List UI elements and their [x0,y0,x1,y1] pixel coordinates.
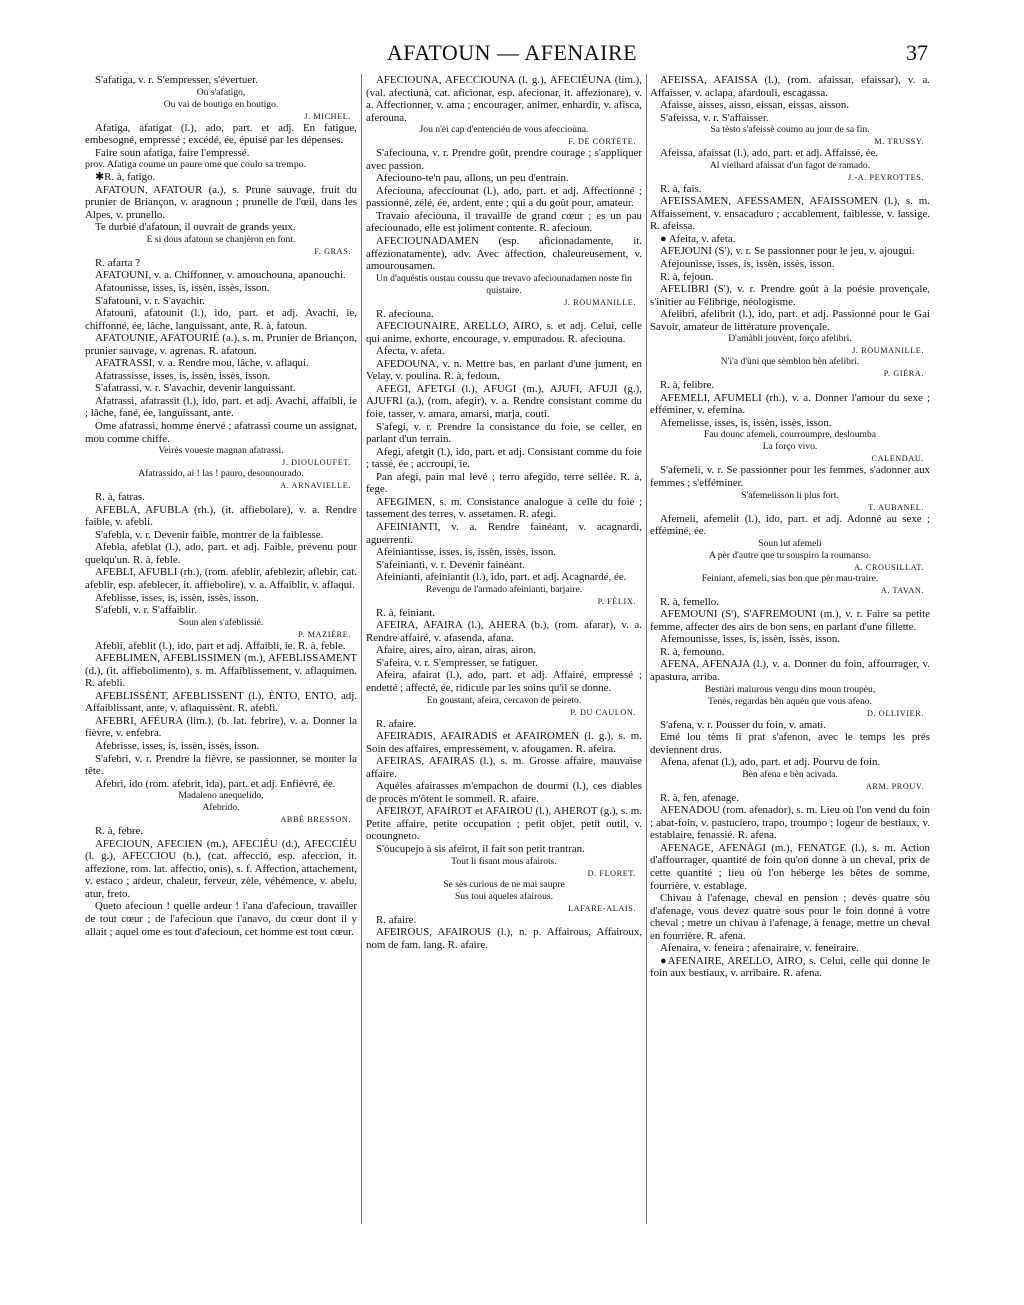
quotation-line: Revengu de l'armado afeinianti, barjaire. [425,583,583,595]
quotation-line: Tenès, regardas bèn aquéu que vous afeno. [708,695,872,707]
quotation-attribution: M. TRUSSY. [874,137,924,147]
entry-paragraph: S'afegi, v. r. Prendre la consistance du foie, se celler, en parlant d'un terrain. [366,420,642,446]
quotation-attribution: F. GRAS. [314,246,351,256]
quotation-line: Fau dounc afemeli, courroumpre, desloumba [703,429,877,441]
quotation-line: Sus toui aqueles afairous. [454,890,554,902]
entry-paragraph: Afecta, v. afeta. [376,345,445,358]
entry-paragraph: AFEGIMEN, s. m. Consistance analogue à celle du foie ; tassement des terres, v. assetamen. R. afegi. [366,495,642,521]
proverb-line: prov. Afatiga coume un paure ome que coulo sa trempo. [85,159,307,171]
quotation-line: Veirés voueste magnan afatrassi. [158,445,284,457]
entry-paragraph: Emé lou tèms li prat s'afenon, avec le temps les prés deviennent drus. [650,731,930,756]
quotation-attribution: ABBÉ BRESSON. [280,815,351,825]
entry-paragraph: Afebli, afeblit (l.), ido, part et adj. Affaibli, ie. R. à, feble. [95,639,346,652]
entry-paragraph: Afelibri, afelibrit (l.), ido, part. et adj. Passionné pour le Gai Savoir, amateur de littérature provençale. [650,308,930,333]
entry-paragraph: Afeiniantisse, isses, is, issèn, issès, isson. [376,546,556,559]
entry-paragraph: Ome afatrassi, homme énervé ; afatrassi coume un assignat, mou comme chiffe. [85,420,357,445]
entry-paragraph: AFECIOUN, AFECIEN (m.), AFECIÉU (d.), AFECCIÉU (l. g.), AFECCIOU (b.), (cat. affecció, esp. afeccion, it. affezione, rom. lat. affectio, onis), s. f. Affection, attachement, v. estaco ; ardeur, chaleur, ferveur, zèle, véhémence, v. abelu, atur, freto. [85,837,357,900]
quotation-attribution: F. DE CORTÈTE. [568,137,636,147]
quotation-line: A pèr d'autre que tu souspiro la roumanso. [708,549,872,561]
entry-paragraph: AFECIOUNAIRE, ARELLO, AIRO, s. et adj. Celui, celle qui anime, exhorte, encourage, v. empuradou. R. afeciouna. [366,320,642,345]
quotation-line: Soun alen s'afeblissié. [178,616,264,628]
entry-paragraph: S'afemeli, v. r. Se passionner pour les femmes, s'adonner aux femmes ; s'efféminer. [650,464,930,490]
quotation-attribution: CALENDAU. [871,454,924,464]
page-header [0,40,1024,70]
quotation-line: Un d'aquéstis oustau coussu que trevavo afeciounadamen noste fin quistaire. [376,272,632,296]
entry-paragraph: S'afena, v. r. Pousser du foin, v. amati. [660,718,826,731]
entry-paragraph: AFELIBRI (S'), v. r. Prendre goût à la poésie provençale, s'initier au Félibrige, néologisme. [650,283,930,308]
entry-paragraph: AFATRASSI, v. a. Rendre mou, lâche, v. aflaqui. [95,357,309,370]
quotation-line: Se sès curious de ne mai saupre [443,878,565,890]
entry-paragraph: AFEINIANTI, v. a. Rendre fainéant, v. acagnardi, aguerrenti. [366,520,642,546]
entry-paragraph: S'afatouni, v. r. S'avachir. [95,294,205,307]
entry-paragraph: Afemeli, afemelit (l.), ido, part. et adj. Adonné au sexe ; efféminé, ée. [650,512,930,538]
entry-paragraph: Pan afegi, pain mal levé ; terro afegido, terre sellée. R. à, fege. [366,470,642,496]
entry-paragraph: Afeblisse, isses, is, issèn, issès, isson. [95,591,259,604]
quotation-line: Al vielhard afaissat d'un fagot de ramado. [709,159,871,171]
entry-paragraph: Afenaira, v. feneira ; afenairaire, v. feneiraire. [660,942,860,955]
column-divider [646,74,647,1224]
entry-paragraph: AFENAGE, AFENÀGI (m.), FENATGE (l.), s. m. Action d'affourrager, quantité de foin qu'on donne à un cheval, prix de cette quantité ; lieu où l'on héberge les bêtes de somme, fourrière, v. establage. [650,841,930,892]
entry-paragraph: AFEJOUNI (S'), v. r. Se passionner pour le jeu, v. ajougui. [660,245,915,258]
entry-paragraph: S'afeciouna, v. r. Prendre goût, prendre courage ; s'appliquer avec passion. [366,147,642,172]
entry-paragraph: S'afebri, v. r. Prendre la fièvre, se passionner, se monter la tête. [85,752,357,778]
quotation-attribution: J. MICHEL. [304,111,351,121]
quotation-attribution: P. GIÉRA. [883,369,924,379]
entry-paragraph: R. à, femouno. [660,645,725,658]
quotation-line: N'i'a d'ùni que sèmblon bèn afelibri. [720,356,860,368]
dictionary-column-left [85,74,357,938]
column-divider [361,74,362,1224]
entry-paragraph: S'afeissa, v. r. S'affaisser. [660,111,769,124]
entry-paragraph: Afaire, aires, airo, airan, airas, airon. [376,644,536,657]
entry-paragraph: ● Afeita, v. afeta. [660,232,736,245]
entry-paragraph: AFEBLA, AFUBLA (rh.), (it. affiebolare), v. a. Rendre faible, v. afebli. [85,503,357,529]
entry-paragraph: Afatrassi, afatrassit (l.), ido, part. et adj. Avachi, affaibli, ie ; lâche, fané, ée, languissant, ante. [85,394,357,420]
quotation-attribution: A. CROUSILLAT. [854,562,924,572]
entry-paragraph: R. à, fejoun. [660,270,714,283]
quotation-line: Tout li fisant mous afairots. [451,855,557,867]
entry-paragraph: R. afarta ? [95,256,141,269]
quotation-line: Afatrassido, ai ! las ! pauro, desounourado. [138,468,304,480]
quotation-line: Soun lut afemeli [758,537,822,549]
entry-paragraph: Chivau à l'afenage, cheval en pension ; devès quatre sòu d'afenage, vous devez quatre sous pour le foin donné à votre cheval ; metre un chivau à l'afenage, à fenage, mettre un cheval en fourrière. R. afena. [650,892,930,942]
quotation-attribution: ARM. PROUV. [865,781,924,791]
entry-paragraph: AFATOUNI, v. a. Chiffonner, v. amouchouna, apanouchi. [95,269,346,282]
page-number: 37 [906,40,928,65]
quotation-line: On s'afatigo, [196,86,246,98]
entry-paragraph: AFEIROT, AFAIROT et AFAIROU (l.), AHEROT (g.), s. m. Petite affaire, petite occupation ; petit objet, petit outil, v. ocoungneto. [366,805,642,843]
entry-paragraph: ●AFENAIRE, ARELLO, AIRO, s. Celui, celle qui donne le foin aux bestiaux, v. arribaire. R. afena. [650,954,930,980]
entry-paragraph: AFEMOUNI (S'), S'AFREMOUNI (m.), v. r. Faire sa petite femme, affecter des airs de bon sens, en parlant d'une fillette. [650,608,930,633]
entry-paragraph: AFEGI, AFETGI (l.), AFUGI (m.), AJUFI, AFUJI (g.), AJUFRI (a.), (rom. afegir), v. a. Rendre consistant comme du foie, tasser, v. amara, amarsi, marja, couti. [366,382,642,421]
entry-paragraph: AFEBRI, AFÉURA (lim.), (b. lat. febrire), v. a. Donner la fièvre, v. enfebra. [85,714,357,740]
quotation-line: Ou vai de boutigo en boutigo. [163,98,279,110]
entry-paragraph: AFEIRA, AFAIRA (l.), AHERA (b.), (rom. afarar), v. a. Rendre affairé, v. afasenda, afana. [366,619,642,644]
entry-paragraph: Afatiga, afatigat (l.), ado, part. et adj. En fatigue, embesogné, empressé ; excédé, ée, épuisé par les dépenses. [85,121,357,147]
entry-paragraph: AFEBLIMEN, AFEBLISSIMEN (m.), AFEBLISSAMENT (d.), (it. affiebolimento), s. m. Affaiblissement, v. aflaquimen. R. afebli. [85,652,357,690]
quotation-attribution: D. OLLIVIER. [867,708,924,718]
quotation-attribution: P. DU CAULON. [570,707,636,717]
entry-paragraph: Afebla, afeblat (l.), ado, part. et adj. Faible, prévenu pour quelqu'un. R. à, feble. [85,541,357,566]
quotation-attribution: J. ROUMANILLE. [852,346,924,356]
quotation-line: D'amàbli jouvènt, forço afelibri. [728,333,852,345]
entry-paragraph: Afegi, afetgit (l.), ido, part. et adj. Consistant comme du foie ; tassé, ée ; accroupi, ie. [366,445,642,471]
dictionary-column-right [650,74,930,980]
entry-paragraph: AFECIOUNADAMEN (esp. aficionadamente, it. affezionatamente), adv. Avec affection, chaleureusement, v. amourousamen. [366,235,642,273]
entry-paragraph: Afatrassisse, isses, is, issèn, issès, isson. [95,369,271,382]
entry-paragraph: S'afebli, v. r. S'affaiblir. [95,604,197,617]
entry-paragraph: AFEDOUNA, v. n. Mettre bas, en parlant d'une jument, en Velay, v. poulina. R. à, fedoun. [366,357,642,383]
entry-paragraph: Aquéles afairasses m'empachon de dourmi (l.), ces diables de procès m'ôtent le sommeil. R. afaire. [366,780,642,805]
entry-paragraph: Afeinianti, afeiniantit (l.), ido, part. et adj. Acagnardé, ée. [376,571,627,584]
quotation-line: Madaleno anequelido, [178,790,264,802]
dictionary-column-middle [366,74,642,951]
entry-paragraph: Afemelisse, isses, is, issèn, issès, isson. [660,416,832,429]
entry-paragraph: R. à, fais. [660,182,702,195]
entry-paragraph: Afejounisse, isses, is, issèn, issès, isson. [660,258,835,271]
quotation-attribution: A. TAVAN. [880,585,924,595]
entry-paragraph: R. à, felibre. [660,379,715,392]
quotation-attribution: J. ROUMANILLE. [564,297,636,307]
entry-paragraph: S'afeira, v. r. S'empresser, se fatiguer. [376,656,538,669]
quotation-attribution: P. FÉLIX. [597,596,636,606]
quotation-line: Jou n'èi cap d'entenciéu de vous afeccioùna. [419,124,589,136]
entry-paragraph: Afatouni, afatounit (l.), ido, part. et adj. Avachi, ie, chiffonné, ée, lâche, languissant, ante. R. à, fatoun. [85,307,357,332]
entry-paragraph: S'afebla, v. r. Devenir faible, montrer de la faiblesse. [95,528,324,541]
quotation-attribution: A. ARNAVIELLE. [280,481,351,491]
entry-paragraph: AFATOUN, AFATOUR (a.), s. Prune sauvage, fruit du prunier de Briançon, v. aragnoun ; prunelle de l'œil, dans les Alpes, v. prunello. [85,183,357,221]
quotation-attribution: LAFARE-ALAIS. [568,903,636,913]
entry-paragraph: Queto afecioun ! quelle ardeur ! i'ana d'afecioun, travailler de tout cœur ; de l'afecioun que i'anavo, du cœur dont il y allait ; aquel ome es tout d'afecioun, cet homme est tout cœur. [85,900,357,938]
quotation-attribution: T. AUBANEL. [868,502,924,512]
entry-paragraph: Afeissa, afaissat (l.), ado, part. et adj. Affaissé, ée. [660,147,879,160]
entry-paragraph: R. à, febre. [95,825,144,838]
entry-paragraph: AFEMELI, AFUMELI (rh.), v. a. Donner l'amour du sexe ; efféminer, v. efemina. [650,391,930,417]
entry-paragraph: S'óucupejo à sis afeirot, il fait son petit trantran. [376,842,585,855]
entry-paragraph: Afeira, afairat (l.), ado, part. et adj. Affairé, empressé ; endetté ; affecté, ée, ridicule par les soins qu'il se donne. [366,669,642,694]
entry-paragraph: AFENA, AFENAJA (l.), v. a. Donner du foin, affourrager, v. apastura, arriba. [650,658,930,683]
entry-paragraph: AFEIRADIS, AFAIRADIS et AFAIROMEN (l. g.), s. m. Soin des affaires, empressement, v. afougamen. R. afeira. [366,730,642,755]
entry-paragraph: Afemounisse, isses, is, issèn, issès, isson. [660,633,841,646]
entry-paragraph: ✱R. à, fatigo. [95,171,156,184]
entry-paragraph: AFENADOU (rom. afenador), s. m. Lieu où l'on vend du foin ; abat-foin, v. pastuciero, trapo, troumpo ; logeur de bestiaux, v. establaire, fenassié. R. afena. [650,804,930,842]
entry-paragraph: R. à, fatras. [95,491,145,504]
quotation-line: Feiniant, afemeli, sias bon que pèr mau-traire. [701,572,879,584]
entry-paragraph: Travaio afeciouna, il travaille de grand cœur ; es un pau afeciounado, elle est joliment contente. R. afecioun. [366,209,642,235]
entry-paragraph: Afebrisse, isses, is, issèn, issès, isson. [95,739,260,752]
entry-paragraph: R. à, fen, afenage. [660,791,739,804]
quotation-attribution: J. DIOULOUFET. [282,458,351,468]
quotation-line: En goustant, afeira, cercavon de peireto. [426,694,582,706]
entry-paragraph: AFECIOUNA, AFECCIOUNA (l. g.), AFECIÉUNA (lim.), (val. afectiunà, cat. aficionar, esp. afecionar, it. affezionare), v. a. Affectionner, v. ama ; encourager, animer, enhardir, v. afisca, aferouna. [366,74,642,124]
entry-paragraph: AFEISSA, AFAISSA (l.), (rom. afaissar, efaissar), v. a. Affaisser, v. aclapa, afardouli, escagassa. [650,74,930,99]
entry-paragraph: AFEISSAMEN, AFESSAMEN, AFAISSOMEN (l.), s. m. Affaissement, v. ensacaduro ; accablement, faiblesse, v. lassige. R. afeissa. [650,195,930,233]
entry-paragraph: R. à, femello. [660,595,719,608]
entry-paragraph: Afaisse, aisses, aisso, eissan, eissas, aisson. [660,99,850,112]
entry-paragraph: R. afaire. [376,717,417,730]
quotation-line: La forço vivo. [762,441,818,453]
entry-paragraph: Afena, afenat (l.), ado, part. et adj. Pourvu de foin. [660,756,881,769]
entry-paragraph: Afeciouna, afecciounat (l.), ado, part. et adj. Affectionné ; passionné, zélé, ée, ardent, ente ; qui a du goût pour, amateur. [366,184,642,210]
quotation-line: Bèn afena e bèn acivada. [742,768,838,780]
entry-paragraph: S'afatrassi, v. r. S'avachir, devenir languissant. [95,382,296,395]
quotation-line: Bestiàri malurous vengu dins moun troupèu, [704,683,876,695]
quotation-line: S'afemelisson li plus fort. [741,489,839,501]
entry-paragraph: Afebri, ido (rom. afebrit, ida), part. et adj. Enfiévré, ée. [95,777,336,790]
running-title: AFATOUN — AFENAIRE [386,40,638,65]
quotation-line: Afebrido. [202,802,240,814]
quotation-line: Sa tèsto s'afeissè coumo au jour de sa fin. [710,124,870,136]
entry-paragraph: R. à, feiniant. [376,606,435,619]
quotation-attribution: J.-A. PEYROTTES. [847,172,924,182]
entry-paragraph: R. afaire. [376,913,417,926]
entry-paragraph: AFEBLISSÈNT, AFEBLISSENT (l.), ÈNTO, ENTO, adj. Affaiblissant, ante, v. aflaquissènt. R. afebli. [85,689,357,715]
entry-paragraph: AFEIRAS, AFAIRAS (l.), s. m. Grosse affaire, mauvaise affaire. [366,755,642,780]
entry-paragraph: Te durbié d'afatoun, il ouvrait de grands yeux. [95,221,296,234]
entry-paragraph: S'afeinianti, v. r. Devenir fainéant. [376,558,525,571]
quotation-attribution: D. FLORET. [587,868,636,878]
entry-paragraph: S'afatiga, v. r. S'empresser, s'évertuer. [95,74,258,86]
entry-paragraph: Afatounisse, isses, is, issèn, issès, isson. [95,282,270,295]
entry-paragraph: AFATOUNIE, AFATOURIÉ (a.), s. m. Prunier de Briançon, prunier sauvage, v. agrenas. R. afatoun. [85,332,357,357]
quotation-line: E si dous afatoun se chanjèron en font. [146,233,296,245]
entry-paragraph: R. afeciouna. [376,307,434,320]
entry-paragraph: Afeciouno-te'n pau, allons, un peu d'entrain. [376,172,569,185]
entry-paragraph: AFEIROUS, AFAIROUS (l.), n. p. Affairous, Affairoux, nom de fam. lang. R. afaire. [366,926,642,951]
entry-paragraph: AFEBLI, AFUBLI (rh.), (rom. afeblir, afeblezir, aflebir, cat. afeblir, esp. afeblecer, it. affiebolire), v. a. Affaiblir, v. aflaqui. [85,566,357,591]
quotation-attribution: P. MAZIÈRE. [298,629,351,639]
entry-paragraph: Faire soun afatiga, faire l'empressé. [95,146,250,159]
